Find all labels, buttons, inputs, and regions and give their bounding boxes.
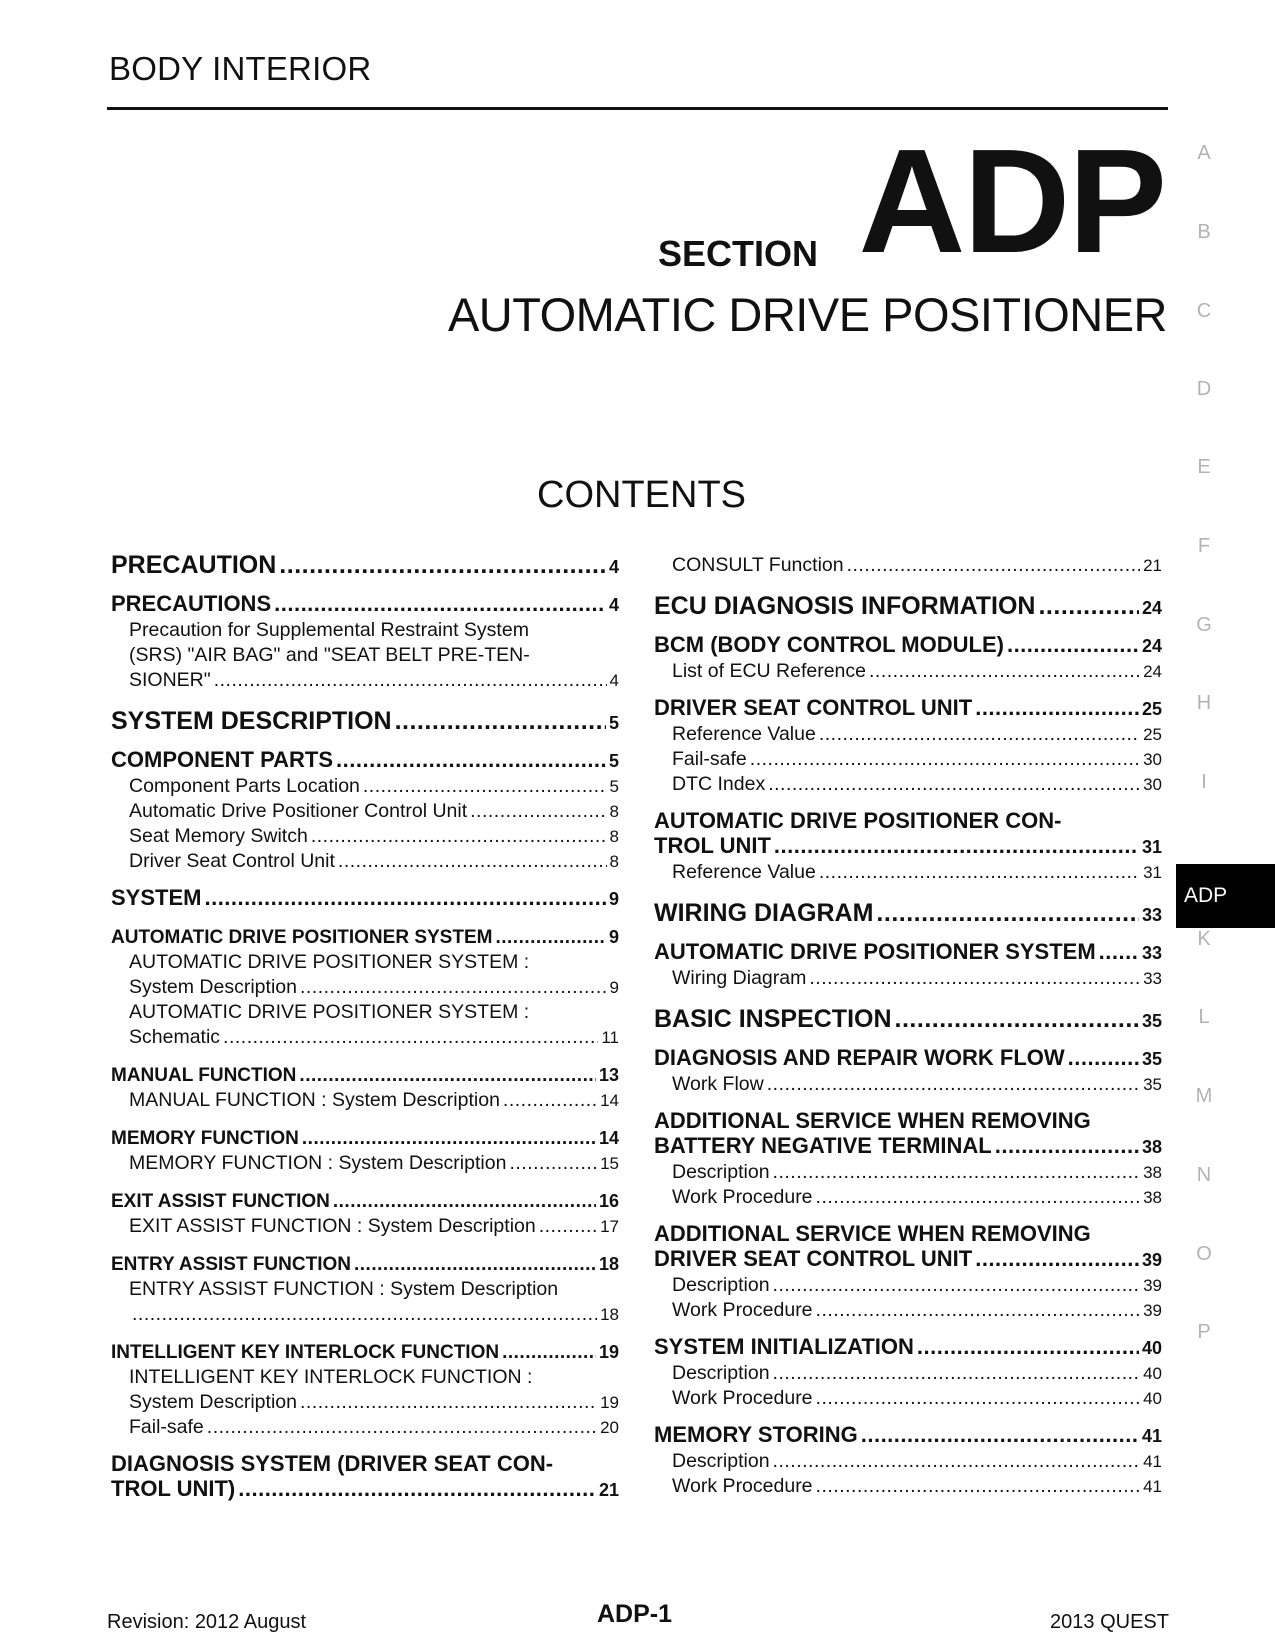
toc-entry[interactable]: [654, 1072, 1162, 1097]
toc-page-number: 15: [600, 1154, 619, 1173]
toc-page-number: 19: [600, 1393, 619, 1412]
toc-leader-dots: [895, 1007, 1139, 1032]
toc-entry-label: Reference Value: [672, 723, 816, 745]
toc-entry-label: TROL UNIT): [111, 1476, 236, 1501]
toc-leader-dots: [773, 1361, 1141, 1386]
toc-entry[interactable]: [654, 901, 1162, 928]
section-tab-m[interactable]: M: [1195, 1085, 1213, 1107]
toc-entry[interactable]: [111, 1415, 619, 1440]
section-tab-l[interactable]: L: [1198, 1006, 1210, 1028]
toc-entry-label: (SRS) "AIR BAG" and "SEAT BELT PRE-TEN-: [129, 644, 530, 666]
section-tab-n[interactable]: N: [1196, 1164, 1212, 1186]
toc-entry-label: CONSULT Function: [672, 554, 844, 576]
toc-page-number: 14: [600, 1091, 619, 1110]
toc-entry[interactable]: [654, 747, 1162, 772]
toc-page-number: 35: [1141, 1011, 1162, 1031]
toc-entry-label: SYSTEM: [111, 885, 202, 910]
toc-page-number: 4: [608, 557, 619, 577]
toc-entry-label: AUTOMATIC DRIVE POSITIONER CON-: [654, 808, 1062, 833]
section-tab-b[interactable]: B: [1197, 221, 1211, 243]
section-tab-i[interactable]: I: [1201, 771, 1207, 793]
toc-leader-dots: [869, 659, 1140, 684]
toc-page-number: 18: [600, 1305, 619, 1324]
toc-page-number: 25: [1143, 725, 1162, 744]
toc-entry-label: AUTOMATIC DRIVE POSITIONER SYSTEM :: [129, 951, 530, 973]
toc-entry-label: BATTERY NEGATIVE TERMINAL: [654, 1133, 992, 1158]
toc-page-number: 39: [1143, 1301, 1162, 1320]
section-tab-o[interactable]: O: [1196, 1243, 1212, 1265]
toc-entry[interactable]: [654, 1361, 1162, 1386]
toc-entry-label: Work Procedure: [672, 1475, 813, 1497]
toc-entry[interactable]: [654, 1221, 1162, 1273]
toc-entry-label: Description: [672, 1362, 770, 1384]
toc-entry[interactable]: [111, 885, 619, 912]
toc-entry-label: ECU DIAGNOSIS INFORMATION: [654, 592, 1036, 620]
toc-entry[interactable]: [111, 849, 619, 874]
toc-entry-label: MANUAL FUNCTION : System Description: [129, 1089, 500, 1111]
toc-page-number: 30: [1143, 775, 1162, 794]
toc-leader-dots: [861, 1422, 1139, 1447]
toc-leader-dots: [1007, 632, 1139, 657]
toc-entry[interactable]: [654, 1298, 1162, 1323]
toc-leader-dots: [816, 1185, 1141, 1210]
toc-page-number: 25: [1141, 699, 1162, 719]
section-tab-d[interactable]: D: [1196, 378, 1212, 400]
toc-leader-dots: [503, 1088, 597, 1113]
toc-entry[interactable]: [111, 774, 619, 799]
toc-entry[interactable]: [654, 553, 1162, 578]
toc-entry[interactable]: [654, 722, 1162, 747]
toc-leader-dots: [338, 849, 607, 874]
toc-leader-dots: [768, 772, 1140, 797]
toc-page-number: 39: [1141, 1250, 1162, 1270]
toc-leader-dots: [773, 1449, 1141, 1474]
toc-page-number: 38: [1141, 1137, 1162, 1157]
toc-page-number: 21: [598, 1480, 619, 1500]
toc-page-number: 17: [600, 1217, 619, 1236]
toc-entry-label: COMPONENT PARTS: [111, 747, 334, 772]
toc-entry-label: DIAGNOSIS SYSTEM (DRIVER SEAT CON-: [111, 1451, 554, 1476]
toc-entry[interactable]: [111, 1277, 619, 1327]
footer-model: 2013 QUEST: [1050, 1611, 1169, 1633]
toc-page-number: 35: [1143, 1075, 1162, 1094]
toc-page-number: 16: [598, 1191, 619, 1211]
toc-leader-dots: [539, 1214, 597, 1239]
toc-entry[interactable]: [654, 1449, 1162, 1474]
toc-entry-label: ENTRY ASSIST FUNCTION: [111, 1254, 351, 1275]
toc-page-number: 8: [609, 852, 619, 871]
toc-page-number: 33: [1141, 905, 1162, 925]
section-title: AUTOMATIC DRIVE POSITIONER: [447, 288, 1167, 341]
toc-leader-dots: [204, 885, 606, 910]
toc-leader-dots: [816, 1298, 1141, 1323]
toc-entry-label: DRIVER SEAT CONTROL UNIT: [654, 695, 973, 720]
footer-page-id: ADP-1: [597, 1600, 673, 1628]
toc-entry-label: MEMORY STORING: [654, 1422, 858, 1447]
toc-page-number: 4: [608, 595, 619, 615]
toc-entry[interactable]: [654, 808, 1162, 860]
toc-entry[interactable]: [654, 966, 1162, 991]
toc-page-number: 4: [609, 671, 619, 690]
toc-entry[interactable]: [111, 1088, 619, 1113]
toc-entry-label: Description: [672, 1450, 770, 1472]
toc-entry-label: TROL UNIT: [654, 833, 771, 858]
toc-entry[interactable]: [111, 1365, 619, 1415]
toc-entry[interactable]: [111, 1126, 619, 1151]
toc-page-number: 20: [600, 1418, 619, 1437]
toc-entry-label: AUTOMATIC DRIVE POSITIONER SYSTEM :: [129, 1001, 530, 1023]
toc-page-number: 8: [609, 802, 619, 821]
toc-page-number: 8: [609, 827, 619, 846]
toc-entry-label: PRECAUTIONS: [111, 591, 272, 616]
toc-leader-dots: [300, 1390, 597, 1415]
toc-leader-dots: [311, 824, 607, 849]
toc-entry[interactable]: [654, 695, 1162, 722]
toc-entry[interactable]: [654, 1386, 1162, 1411]
toc-entry[interactable]: [111, 709, 619, 736]
toc-entry-label: EXIT ASSIST FUNCTION: [111, 1191, 330, 1212]
toc-entry-label: Wiring Diagram: [672, 967, 807, 989]
toc-entry[interactable]: [111, 1451, 619, 1503]
toc-page-number: 24: [1141, 636, 1162, 656]
toc-leader-dots: [509, 1151, 597, 1176]
toc-entry-label: AUTOMATIC DRIVE POSITIONER SYSTEM: [654, 939, 1096, 964]
toc-leader-dots: [302, 1126, 596, 1151]
toc-leader-dots: [975, 1246, 1139, 1271]
section-tab-f[interactable]: F: [1197, 535, 1211, 557]
toc-entry[interactable]: [111, 1000, 619, 1050]
toc-page-number: 19: [598, 1342, 619, 1362]
toc-leader-dots: [214, 668, 607, 693]
toc-entry-label: PRECAUTION: [111, 551, 277, 579]
toc-entry[interactable]: [654, 939, 1162, 966]
toc-leader-dots: [773, 1160, 1141, 1185]
toc-entry-label: SYSTEM INITIALIZATION: [654, 1334, 914, 1359]
toc-entry[interactable]: [654, 1160, 1162, 1185]
section-tab-c[interactable]: C: [1196, 300, 1212, 322]
toc-page-number: 13: [598, 1065, 619, 1085]
toc-leader-dots: [354, 1252, 596, 1277]
toc-page-number: 40: [1141, 1338, 1162, 1358]
toc-page-number: 5: [609, 777, 619, 796]
section-tab-e[interactable]: E: [1197, 456, 1211, 478]
toc-page-number: 41: [1141, 1426, 1162, 1446]
toc-leader-dots: [816, 1386, 1141, 1411]
toc-entry-label: ADDITIONAL SERVICE WHEN REMOVING: [654, 1108, 1091, 1133]
toc-entry[interactable]: [111, 824, 619, 849]
toc-entry-label: System Description: [129, 976, 297, 998]
toc-entry-label: Work Procedure: [672, 1186, 813, 1208]
toc-entry-label: MEMORY FUNCTION : System Description: [129, 1152, 507, 1174]
toc-right-column: [654, 553, 1162, 1499]
toc-leader-dots: [238, 1476, 596, 1501]
toc-entry[interactable]: [111, 618, 619, 693]
toc-leader-dots: [299, 1063, 596, 1088]
toc-entry-label: INTELLIGENT KEY INTERLOCK FUNCTION :: [129, 1366, 533, 1388]
section-label: SECTION: [658, 233, 819, 274]
toc-leader-dots: [750, 747, 1140, 772]
toc-entry[interactable]: [654, 594, 1162, 621]
toc-page-number: 31: [1143, 863, 1162, 882]
category-title: BODY INTERIOR: [109, 50, 372, 87]
toc-leader-dots: [819, 860, 1140, 885]
toc-entry[interactable]: [111, 1252, 619, 1277]
toc-entry-label: SYSTEM DESCRIPTION: [111, 707, 392, 735]
section-tab-h[interactable]: H: [1196, 692, 1212, 714]
toc-entry[interactable]: [654, 1334, 1162, 1361]
toc-leader-dots: [207, 1415, 597, 1440]
toc-entry[interactable]: [111, 925, 619, 950]
toc-entry[interactable]: [654, 1422, 1162, 1449]
toc-page-number: 14: [598, 1128, 619, 1148]
toc-page-number: 18: [598, 1254, 619, 1274]
toc-page-number: 38: [1143, 1188, 1162, 1207]
toc-entry[interactable]: [654, 1045, 1162, 1072]
toc-leader-dots: [847, 553, 1140, 578]
toc-entry-label: INTELLIGENT KEY INTERLOCK FUNCTION: [111, 1342, 500, 1363]
toc-entry-label: Driver Seat Control Unit: [129, 850, 335, 872]
toc-leader-dots: [333, 1189, 596, 1214]
toc-entry-label: EXIT ASSIST FUNCTION : System Description: [129, 1215, 536, 1237]
section-tab-active[interactable]: ADP: [1176, 864, 1275, 928]
toc-page-number: 31: [1141, 837, 1162, 857]
toc-entry[interactable]: [111, 1340, 619, 1365]
toc-entry-label: Seat Memory Switch: [129, 825, 308, 847]
toc-leader-dots: [132, 1302, 597, 1327]
toc-page-number: 33: [1143, 969, 1162, 988]
toc-leader-dots: [274, 591, 606, 616]
toc-page-number: 11: [601, 1028, 619, 1047]
footer-revision: Revision: 2012 August: [107, 1611, 307, 1633]
toc-page-number: 30: [1143, 750, 1162, 769]
toc-entry-label: Description: [672, 1274, 770, 1296]
toc-entry[interactable]: [654, 1474, 1162, 1499]
toc-leader-dots: [363, 774, 607, 799]
toc-entry-label: ADDITIONAL SERVICE WHEN REMOVING: [654, 1221, 1091, 1246]
toc-entry[interactable]: [654, 632, 1162, 659]
toc-entry[interactable]: [111, 799, 619, 824]
toc-page-number: 35: [1141, 1049, 1162, 1069]
toc-entry-label: Automatic Drive Positioner Control Unit: [129, 800, 468, 822]
toc-entry[interactable]: [654, 1185, 1162, 1210]
toc-entry-label: Fail-safe: [129, 1416, 204, 1438]
toc-entry-label: Schematic: [129, 1026, 221, 1048]
toc-leader-dots: [975, 695, 1139, 720]
toc-page-number: 33: [1141, 943, 1162, 963]
toc-leader-dots: [470, 799, 606, 824]
toc-page-number: 41: [1143, 1477, 1162, 1496]
toc-leader-dots: [300, 975, 607, 1000]
toc-leader-dots: [1068, 1045, 1139, 1070]
toc-page-number: 5: [608, 751, 619, 771]
header-divider: [107, 107, 1168, 110]
toc-entry-label: DRIVER SEAT CONTROL UNIT: [654, 1246, 973, 1271]
toc-leader-dots: [502, 1340, 596, 1365]
toc-entry-label: BCM (BODY CONTROL MODULE): [654, 632, 1004, 657]
toc-entry-label: Work Procedure: [672, 1299, 813, 1321]
toc-leader-dots: [1099, 939, 1139, 964]
toc-entry-label: DTC Index: [672, 773, 766, 795]
toc-entry[interactable]: [111, 1063, 619, 1088]
toc-page-number: 9: [608, 927, 619, 947]
toc-entry-label: Component Parts Location: [129, 775, 360, 797]
toc-entry-label: Reference Value: [672, 861, 816, 883]
toc-entry-label: MEMORY FUNCTION: [111, 1128, 299, 1149]
toc-entry[interactable]: [654, 1108, 1162, 1160]
toc-page-number: 24: [1143, 662, 1162, 681]
toc-leader-dots: [809, 966, 1140, 991]
toc-entry-label: Fail-safe: [672, 748, 747, 770]
section-tab-k[interactable]: K: [1197, 928, 1211, 950]
toc-page-number: 38: [1143, 1163, 1162, 1182]
toc-entry-label: Work Flow: [672, 1073, 764, 1095]
toc-entry-label: ENTRY ASSIST FUNCTION : System Description: [129, 1278, 559, 1300]
section-tab-p[interactable]: P: [1197, 1321, 1211, 1343]
toc-entry-label: DIAGNOSIS AND REPAIR WORK FLOW: [654, 1045, 1065, 1070]
toc-leader-dots: [816, 1474, 1141, 1499]
toc-leader-dots: [767, 1072, 1140, 1097]
toc-entry[interactable]: [111, 747, 619, 774]
toc-page-number: 40: [1143, 1389, 1162, 1408]
toc-leader-dots: [876, 901, 1139, 926]
toc-entry[interactable]: [654, 1273, 1162, 1298]
toc-entry[interactable]: [111, 950, 619, 1000]
toc-entry-label: System Description: [129, 1391, 297, 1413]
toc-leader-dots: [1038, 594, 1138, 619]
toc-page-number: 21: [1143, 556, 1162, 575]
toc-page-number: 9: [609, 978, 619, 997]
toc-entry-label: Work Procedure: [672, 1387, 813, 1409]
toc-entry[interactable]: [111, 1151, 619, 1176]
toc-page-number: 39: [1143, 1276, 1162, 1295]
toc-entry-label: BASIC INSPECTION: [654, 1005, 892, 1033]
toc-entry[interactable]: [111, 1189, 619, 1214]
toc-entry-label: AUTOMATIC DRIVE POSITIONER SYSTEM: [111, 927, 493, 948]
toc-entry[interactable]: [654, 659, 1162, 684]
toc-page-number: 5: [608, 713, 619, 733]
toc-page-number: 9: [608, 889, 619, 909]
section-tab-a[interactable]: A: [1197, 142, 1211, 164]
toc-leader-dots: [495, 925, 606, 950]
section-tab-g[interactable]: G: [1196, 614, 1212, 636]
contents-heading: CONTENTS: [537, 474, 746, 516]
toc-entry-label: Precaution for Supplemental Restraint System: [129, 619, 529, 641]
toc-entry[interactable]: [654, 1007, 1162, 1034]
toc-entry-label: List of ECU Reference: [672, 660, 867, 682]
toc-leader-dots: [774, 833, 1139, 858]
toc-entry[interactable]: [654, 772, 1162, 797]
toc-leader-dots: [995, 1133, 1139, 1158]
section-code: ADP: [858, 119, 1165, 284]
toc-leader-dots: [819, 722, 1140, 747]
toc-leader-dots: [917, 1334, 1139, 1359]
toc-entry-label: MANUAL FUNCTION: [111, 1065, 297, 1086]
toc-entry[interactable]: [111, 553, 619, 580]
toc-entry[interactable]: [111, 1214, 619, 1239]
toc-page-number: 41: [1143, 1452, 1162, 1471]
toc-leader-dots: [395, 709, 606, 734]
toc-page-number: 24: [1141, 598, 1162, 618]
toc-leader-dots: [279, 553, 606, 578]
toc-entry-label: SIONER": [129, 669, 211, 691]
toc-leader-dots: [223, 1025, 598, 1050]
toc-entry[interactable]: [654, 860, 1162, 885]
toc-page-number: 40: [1143, 1364, 1162, 1383]
toc-entry-label: WIRING DIAGRAM: [654, 899, 874, 927]
toc-entry[interactable]: [111, 591, 619, 618]
toc-leader-dots: [336, 747, 606, 772]
toc-left-column: [111, 553, 619, 1503]
toc-entry-label: Description: [672, 1161, 770, 1183]
toc-leader-dots: [773, 1273, 1141, 1298]
